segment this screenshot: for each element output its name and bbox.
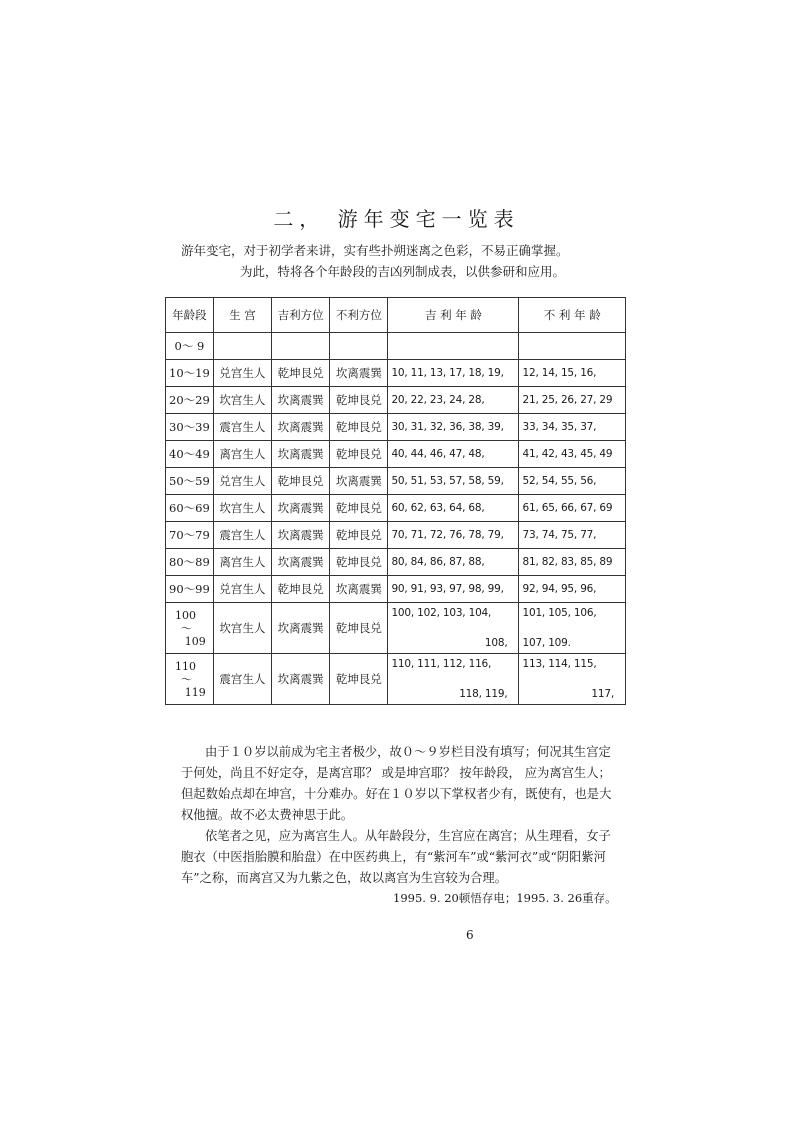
good-direction-cell: 坎离震巽 xyxy=(272,522,330,549)
good-direction-cell: 坎离震巽 xyxy=(272,654,330,705)
good-ages-cell: 30, 31, 32, 36, 38, 39, xyxy=(388,414,519,441)
bad-direction-cell: 坎离震巽 xyxy=(330,576,388,603)
palace-cell xyxy=(213,333,271,360)
intro-line-1: 游年变宅，对于初学者来讲，实有些扑朔迷离之色彩，不易正确掌握。 xyxy=(181,243,569,258)
bad-direction-cell xyxy=(330,333,388,360)
bad-ages-line-1: 113, 114, 115, xyxy=(522,658,597,670)
age-cell: 50～59 xyxy=(166,468,214,495)
date-signature: 1995. 9. 20顿悟存电；1995. 3. 26重存。 xyxy=(393,891,617,905)
bad-ages-cell xyxy=(519,654,626,705)
age-cell: 10～19 xyxy=(166,360,214,387)
good-ages-cell xyxy=(388,333,519,360)
good-direction-cell: 坎离震巽 xyxy=(272,549,330,576)
bad-ages-cell xyxy=(519,603,626,654)
youyear-table xyxy=(165,297,626,705)
good-ages-cell xyxy=(388,603,519,654)
bad-direction-cell: 乾坤艮兑 xyxy=(330,549,388,576)
bad-ages-cell: 92, 94, 95, 96, xyxy=(519,576,626,603)
age-end: 119 xyxy=(184,685,206,699)
age-cell: 0～ 9 xyxy=(166,333,214,360)
palace-cell: 离宫生人 xyxy=(213,441,271,468)
bad-direction-cell: 乾坤艮兑 xyxy=(330,654,388,705)
palace-cell: 坎宫生人 xyxy=(213,495,271,522)
header-bad-ages: 不 利 年 龄 xyxy=(519,298,626,333)
bad-direction-cell: 乾坤艮兑 xyxy=(330,495,388,522)
header-good-direction: 吉利方位 xyxy=(272,298,330,333)
palace-cell: 兑宫生人 xyxy=(213,576,271,603)
age-cell: 20～29 xyxy=(166,387,214,414)
table-header-row xyxy=(166,298,626,333)
age-start: 110 xyxy=(175,659,196,673)
bad-ages-line-1: 101, 105, 106, xyxy=(522,607,597,619)
bad-direction-cell: 乾坤艮兑 xyxy=(330,414,388,441)
table-row xyxy=(166,360,626,387)
good-direction-cell: 坎离震巽 xyxy=(272,441,330,468)
good-ages-line-1: 110, 111, 112, 116, xyxy=(391,658,492,670)
good-ages-line-2: 118, 119, xyxy=(459,688,508,700)
bad-direction-cell: 乾坤艮兑 xyxy=(330,603,388,654)
table-row xyxy=(166,414,626,441)
header-palace: 生 宫 xyxy=(213,298,271,333)
table-row xyxy=(166,576,626,603)
good-direction-cell: 坎离震巽 xyxy=(272,603,330,654)
table-row xyxy=(166,495,626,522)
bad-direction-cell: 坎离震巽 xyxy=(330,360,388,387)
table-row xyxy=(166,468,626,495)
bad-ages-cell: 41, 42, 43, 45, 49 xyxy=(519,441,626,468)
table-row xyxy=(166,603,626,654)
header-good-ages: 吉 利 年 龄 xyxy=(388,298,519,333)
body-paragraph-2: 依笔者之见，应为离宫生人。从年龄段分，生宫应在离宫；从生理看，女子胞衣（中医指胎膜和胎盘）在中医药典上，有“紫河车”或“紫河衣”或“阴阳紫河车”之称，而离宫又为九紫之色，故以离宫为生宫较为合理。 xyxy=(181,829,611,885)
good-ages-cell: 20, 22, 23, 24, 28, xyxy=(388,387,519,414)
good-ages-line-2: 108, xyxy=(484,637,508,649)
good-direction-cell: 乾坤艮兑 xyxy=(272,468,330,495)
table-row xyxy=(166,441,626,468)
bad-ages-cell: 33, 34, 35, 37, xyxy=(519,414,626,441)
table-row xyxy=(166,387,626,414)
palace-cell: 震宫生人 xyxy=(213,522,271,549)
good-direction-cell: 坎离震巽 xyxy=(272,495,330,522)
header-age: 年龄段 xyxy=(166,298,214,333)
age-end: 109 xyxy=(184,634,206,648)
bad-ages-line-2: 107, 109. xyxy=(522,637,571,649)
palace-cell: 震宫生人 xyxy=(213,414,271,441)
age-cell: 80～89 xyxy=(166,549,214,576)
good-ages-cell: 10, 11, 13, 17, 18, 19, xyxy=(388,360,519,387)
good-ages-cell: 40, 44, 46, 47, 48, xyxy=(388,441,519,468)
table-row xyxy=(166,333,626,360)
bad-ages-cell: 61, 65, 66, 67, 69 xyxy=(519,495,626,522)
good-direction-cell xyxy=(272,333,330,360)
good-direction-cell: 坎离震巽 xyxy=(272,387,330,414)
table-row xyxy=(166,654,626,705)
bad-ages-cell xyxy=(519,333,626,360)
good-ages-cell: 70, 71, 72, 76, 78, 79, xyxy=(388,522,519,549)
table-row xyxy=(166,522,626,549)
palace-cell: 兑宫生人 xyxy=(213,360,271,387)
bad-ages-line-2: 117, xyxy=(591,688,614,700)
intro-line-2: 为此，特将各个年龄段的吉凶列制成表，以供参研和应用。 xyxy=(240,264,566,279)
good-ages-cell xyxy=(388,654,519,705)
bad-ages-cell: 73, 74, 75, 77, xyxy=(519,522,626,549)
bad-direction-cell: 乾坤艮兑 xyxy=(330,387,388,414)
good-direction-cell: 乾坤艮兑 xyxy=(272,576,330,603)
age-cell: 60～69 xyxy=(166,495,214,522)
good-ages-cell: 80, 84, 86, 87, 88, xyxy=(388,549,519,576)
good-direction-cell: 乾坤艮兑 xyxy=(272,360,330,387)
palace-cell: 坎宫生人 xyxy=(213,603,271,654)
age-cell: 90～99 xyxy=(166,576,214,603)
palace-cell: 坎宫生人 xyxy=(213,387,271,414)
good-ages-cell: 60, 62, 63, 64, 68, xyxy=(388,495,519,522)
good-ages-cell: 90, 91, 93, 97, 98, 99, xyxy=(388,576,519,603)
age-cell: 40～49 xyxy=(166,441,214,468)
body-paragraph-1: 由于１０岁以前成为宅主者极少，故０～９岁栏目没有填写；何况其生宫定于何处，尚且不好定夺，是离宫耶？ 或是坤宫耶？ 按年龄段， 应为离宫生人； 但起数始点却在坤宫，十分难办。好在１０岁以下掌权者少有，既使有，也是大权他擅。故不必太费神思于此。 xyxy=(181,745,612,822)
page-number: 6 xyxy=(466,928,474,942)
bad-ages-cell: 81, 82, 83, 85, 89 xyxy=(519,549,626,576)
page-title: 二， 游年变宅一览表 xyxy=(273,207,520,231)
good-ages-line-1: 100, 102, 103, 104, xyxy=(391,607,492,619)
age-tilde: ～ xyxy=(181,621,192,635)
palace-cell: 离宫生人 xyxy=(213,549,271,576)
age-cell xyxy=(166,603,214,654)
header-bad-direction: 不利方位 xyxy=(330,298,388,333)
age-tilde: ～ xyxy=(181,672,192,686)
table-row xyxy=(166,549,626,576)
bad-ages-cell: 21, 25, 26, 27, 29 xyxy=(519,387,626,414)
age-cell xyxy=(166,654,214,705)
bad-direction-cell: 乾坤艮兑 xyxy=(330,441,388,468)
age-cell: 30～39 xyxy=(166,414,214,441)
good-ages-cell: 50, 51, 53, 57, 58, 59, xyxy=(388,468,519,495)
bad-ages-cell: 12, 14, 15, 16, xyxy=(519,360,626,387)
palace-cell: 兑宫生人 xyxy=(213,468,271,495)
good-direction-cell: 坎离震巽 xyxy=(272,414,330,441)
age-cell: 70～79 xyxy=(166,522,214,549)
bad-direction-cell: 乾坤艮兑 xyxy=(330,522,388,549)
bad-direction-cell: 坎离震巽 xyxy=(330,468,388,495)
bad-ages-cell: 52, 54, 55, 56, xyxy=(519,468,626,495)
palace-cell: 震宫生人 xyxy=(213,654,271,705)
age-start: 100 xyxy=(175,608,196,622)
